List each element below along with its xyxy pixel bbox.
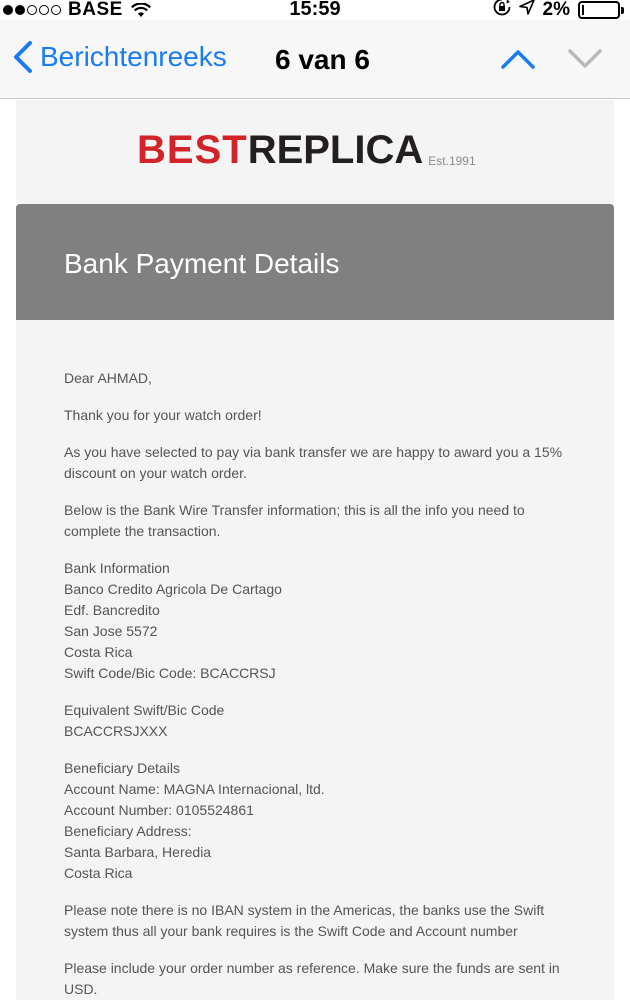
thanks-paragraph: Thank you for your watch order!: [64, 407, 262, 423]
clock: 15:59: [289, 0, 341, 20]
bank-info-line: Banco Credito Agricola De Cartago: [64, 581, 282, 597]
bank-information-block: [64, 558, 584, 684]
iban-note: Please note there is no IBAN system in the Americas, the banks use the Swift system thus all your bank requires is the Swift Code and Account number: [64, 902, 545, 939]
logo-text-replica: REPLICA: [247, 128, 424, 172]
back-button[interactable]: [12, 40, 227, 74]
swift-line: Equivalent Swift/Bic Code: [64, 702, 225, 718]
discount-paragraph: As you have selected to pay via bank transfer we are happy to award you a 15% discount on your watch order.: [64, 444, 563, 481]
bank-info-line: Edf. Bancredito: [64, 602, 160, 618]
logo-header: [16, 100, 614, 204]
title-banner: [16, 204, 614, 320]
beneficiary-line: Costa Rica: [64, 865, 133, 881]
bank-info-line: Swift Code/Bic Code: BCACCRSJ: [64, 665, 276, 681]
swift-equivalent-block: [64, 700, 584, 742]
message-text: [64, 368, 584, 1000]
email-body[interactable]: [0, 100, 630, 1000]
rotation-lock-icon: [493, 0, 511, 22]
email-title: Bank Payment Details: [64, 248, 340, 279]
chevron-up-icon: [500, 47, 536, 71]
chevron-left-icon: [12, 40, 34, 74]
beneficiary-line: Beneficiary Address:: [64, 823, 192, 839]
bank-info-line: Bank Information: [64, 560, 170, 576]
bank-info-line: Costa Rica: [64, 644, 133, 660]
navigation-bar: [0, 20, 630, 99]
beneficiary-line: Santa Barbara, Heredia: [64, 844, 212, 860]
beneficiary-block: [64, 758, 584, 884]
reference-note: Please include your order number as reference. Make sure the funds are sent in USD.: [64, 960, 560, 997]
back-button-label: Berichtenreeks: [40, 41, 227, 72]
beneficiary-line: Beneficiary Details: [64, 760, 180, 776]
previous-message-button[interactable]: [500, 47, 536, 76]
chevron-down-icon: [567, 47, 603, 71]
beneficiary-line: Account Name: MAGNA Internacional, ltd.: [64, 781, 325, 797]
logo-est: Est.1991: [428, 154, 476, 168]
carrier-name: BASE: [68, 0, 123, 20]
bank-info-line: San Jose 5572: [64, 623, 158, 639]
brand-logo[interactable]: [137, 130, 476, 170]
logo-text-best: BEST: [137, 128, 248, 172]
swift-line: BCACCRSJXXX: [64, 723, 168, 739]
intro-paragraph: Below is the Bank Wire Transfer information; this is all the info you need to complete the transaction.: [64, 502, 525, 539]
battery-icon: [578, 1, 620, 19]
battery-percent: 2%: [542, 0, 570, 20]
beneficiary-line: Account Number: 0105524861: [64, 802, 254, 818]
location-arrow-icon: [519, 0, 535, 21]
greeting: Dear AHMAD,: [64, 370, 152, 386]
next-message-button[interactable]: [567, 47, 603, 76]
status-bar: [0, 0, 630, 20]
message-counter: 6 van 6: [275, 44, 370, 75]
email-content: [16, 100, 614, 1000]
